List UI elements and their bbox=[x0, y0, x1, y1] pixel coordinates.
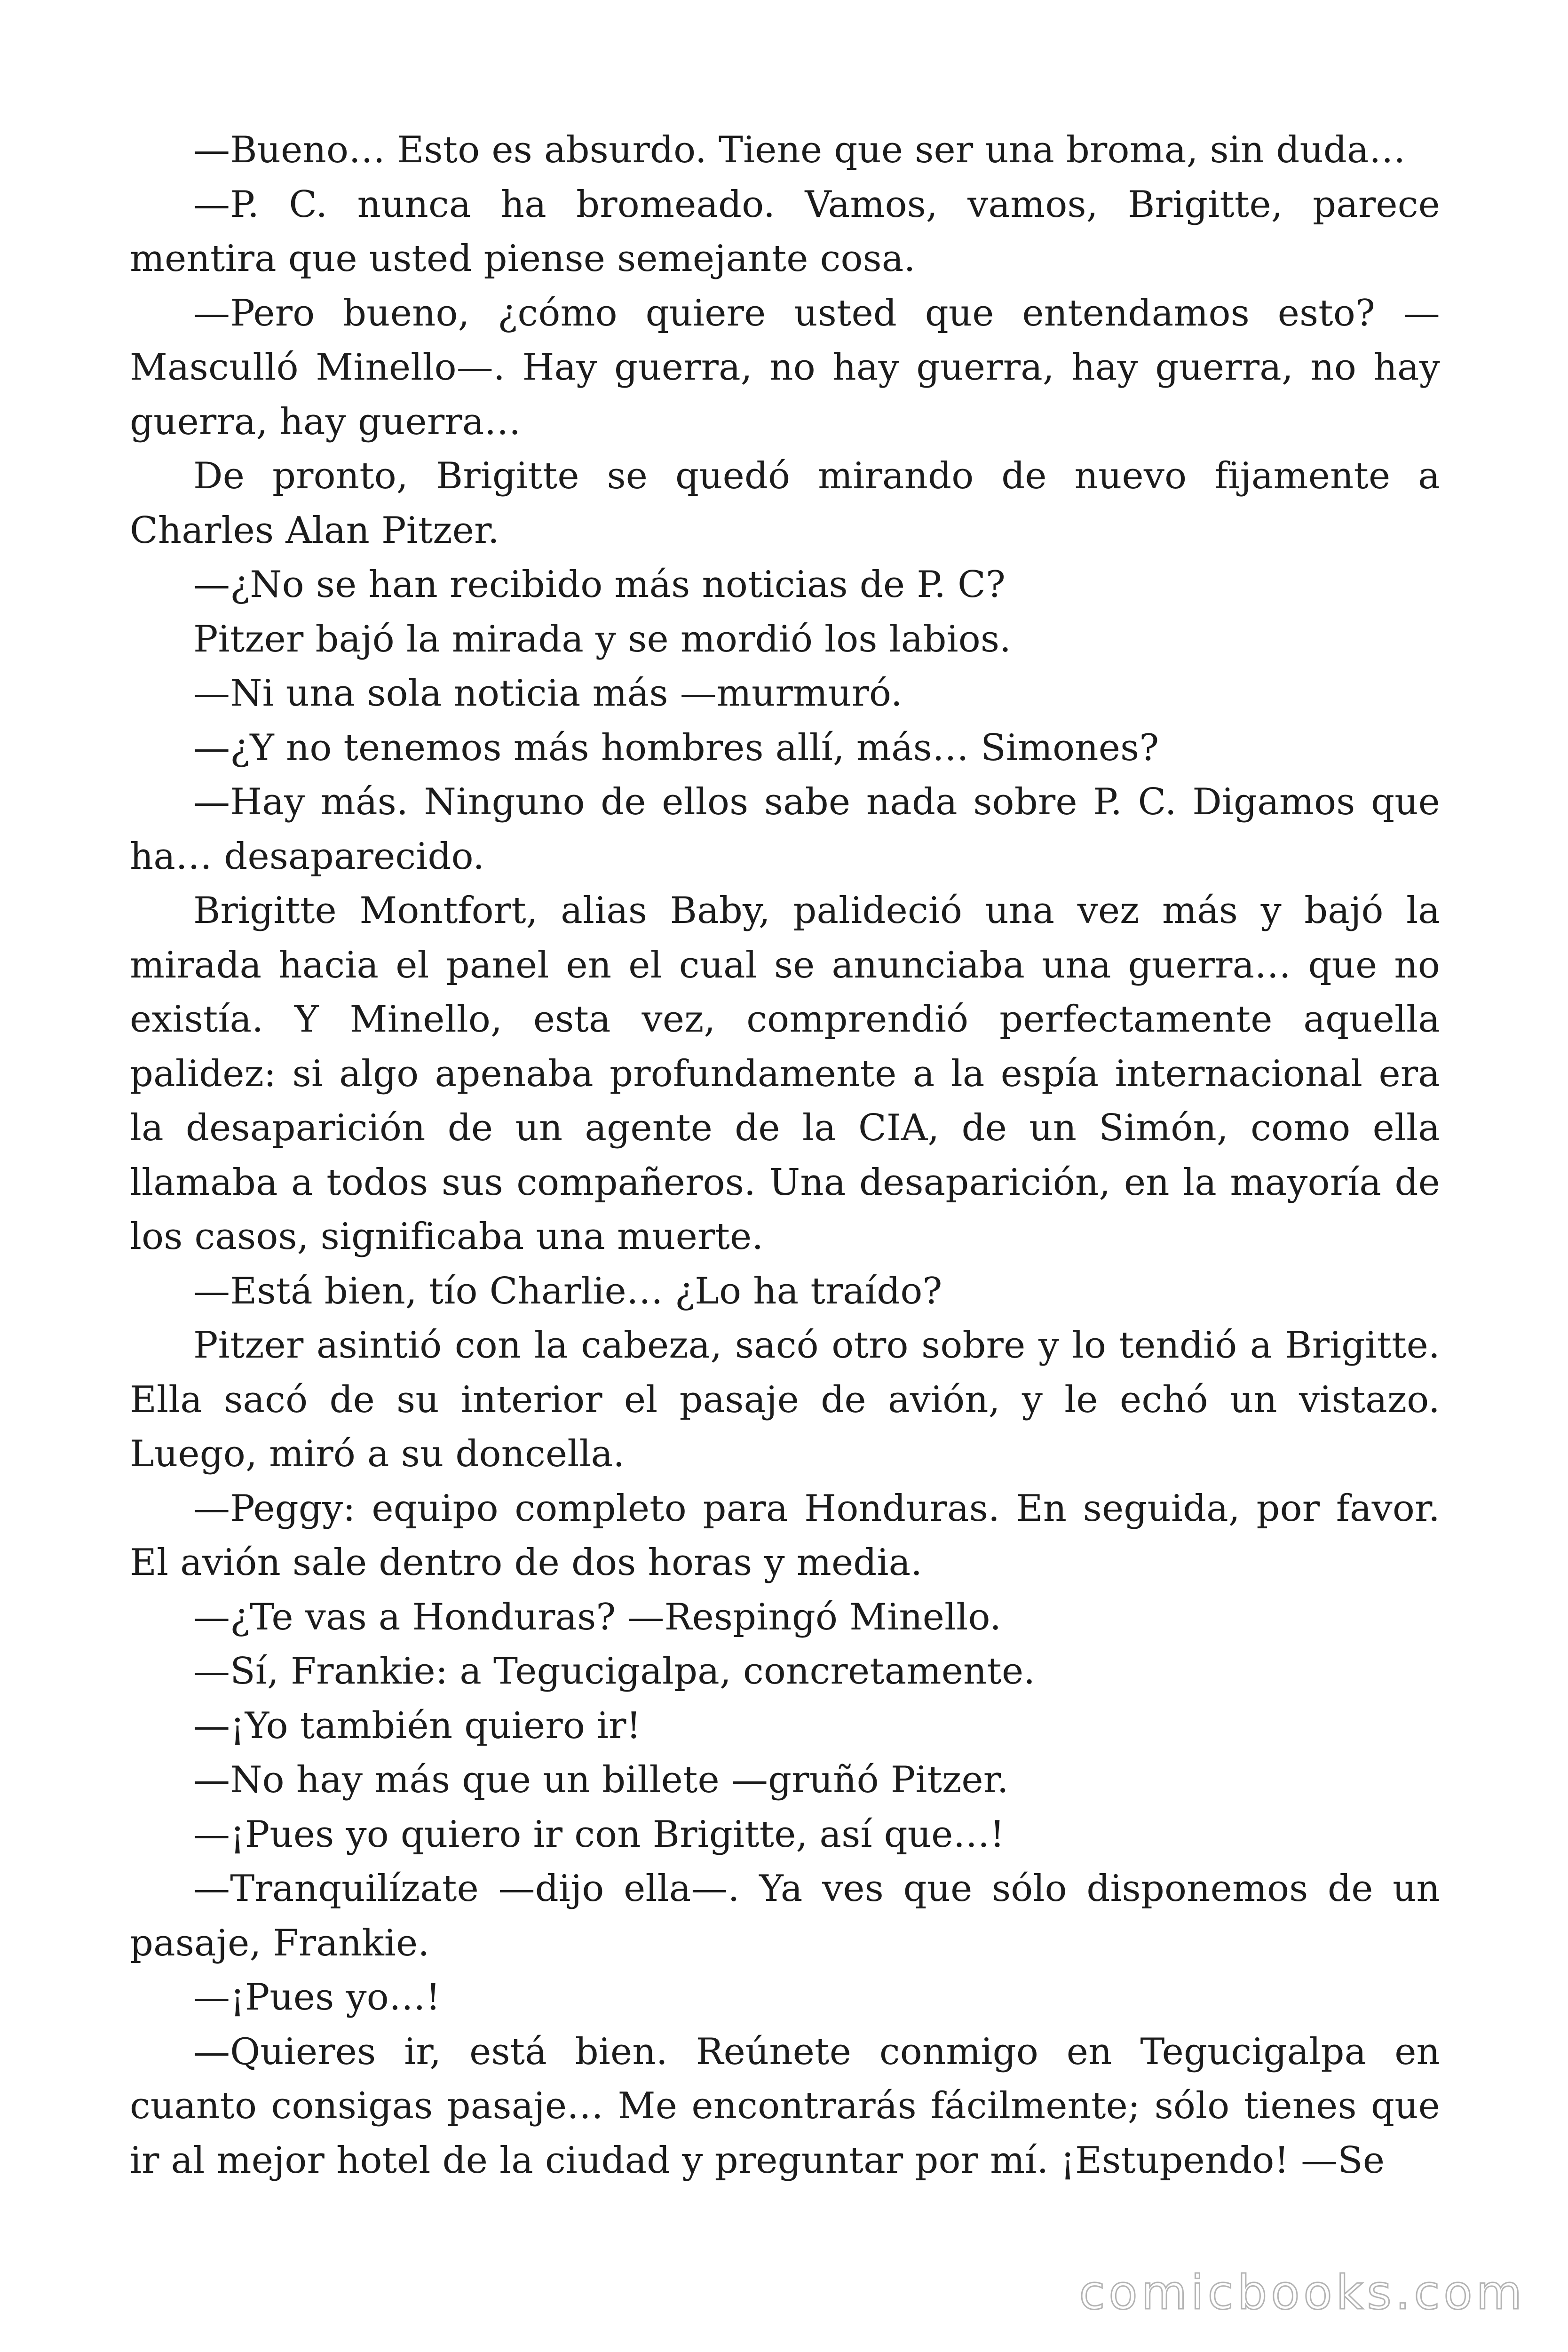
paragraph-19: —Tranquilízate —dijo ella—. Ya ves que sólo disponemos de un pasaje, Frankie. bbox=[130, 1867, 1440, 1964]
paragraph-8: —¿Y no tenemos más hombres allí, más… Simones? bbox=[193, 726, 1159, 769]
paragraph-9: —Hay más. Ninguno de ellos sabe nada sobre P. C. Digamos que ha… desaparecido. bbox=[130, 781, 1440, 878]
paragraph-3: —Pero bueno, ¿cómo quiere usted que entendamos esto? —Masculló Minello—. Hay guerra, no hay guerra, hay guerra, no hay guerra, hay guerra… bbox=[130, 292, 1440, 443]
paragraph-12: Pitzer asintió con la cabeza, sacó otro sobre y lo tendió a Brigitte. Ella sacó de su interior el pasaje de avión, y le echó un vistazo. Luego, miró a su doncella. bbox=[130, 1324, 1440, 1475]
paragraph-1: —Bueno… Esto es absurdo. Tiene que ser una broma, sin duda… bbox=[193, 129, 1406, 171]
paragraph-4: De pronto, Brigitte se quedó mirando de nuevo fijamente a Charles Alan Pitzer. bbox=[130, 455, 1440, 552]
paragraph-17: —No hay más que un billete —gruñó Pitzer. bbox=[193, 1759, 1009, 1801]
watermark: comicbooks.com bbox=[1079, 2265, 1526, 2320]
paragraph-2: —P. C. nunca ha bromeado. Vamos, vamos, Brigitte, parece mentira que usted piense semejante cosa. bbox=[130, 183, 1440, 280]
paragraph-14: —¿Te vas a Honduras? —Respingó Minello. bbox=[193, 1596, 1002, 1638]
paragraph-18: —¡Pues yo quiero ir con Brigitte, así que…! bbox=[193, 1813, 1005, 1856]
paragraph-15: —Sí, Frankie: a Tegucigalpa, concretamente. bbox=[193, 1650, 1036, 1692]
paragraph-16: —¡Yo también quiero ir! bbox=[193, 1704, 641, 1747]
paragraph-7: —Ni una sola noticia más —murmuró. bbox=[193, 672, 903, 715]
paragraph-6: Pitzer bajó la mirada y se mordió los labios. bbox=[193, 618, 1012, 660]
paragraph-5: —¿No se han recibido más noticias de P. C? bbox=[193, 564, 1006, 606]
paragraph-21: —Quieres ir, está bien. Reúnete conmigo en Tegucigalpa en cuanto consigas pasaje… Me encontrarás fácilmente; sólo tienes que ir al mejor hotel de la ciudad y preguntar por mí. ¡Estupendo! —Se bbox=[130, 2030, 1440, 2182]
paragraph-10: Brigitte Montfort, alias Baby, palideció una vez más y bajó la mirada hacia el panel en el cual se anunciaba una guerra… que no existía. Y Minello, esta vez, comprendió perfectamente aquella palidez: si algo apenaba profundamente a la espía internacional era la desaparición de un agente de la CIA, de un Simón, como ella llamaba a todos sus compañeros. Una desaparición, en la mayoría de los casos, significaba una muerte. bbox=[130, 890, 1440, 1258]
paragraph-13: —Peggy: equipo completo para Honduras. En seguida, por favor. El avión sale dentro de dos horas y media. bbox=[130, 1487, 1440, 1584]
page-body bbox=[130, 123, 1440, 2188]
paragraph-11: —Está bien, tío Charlie… ¿Lo ha traído? bbox=[193, 1270, 942, 1312]
paragraph-20: —¡Pues yo…! bbox=[193, 1976, 441, 2018]
